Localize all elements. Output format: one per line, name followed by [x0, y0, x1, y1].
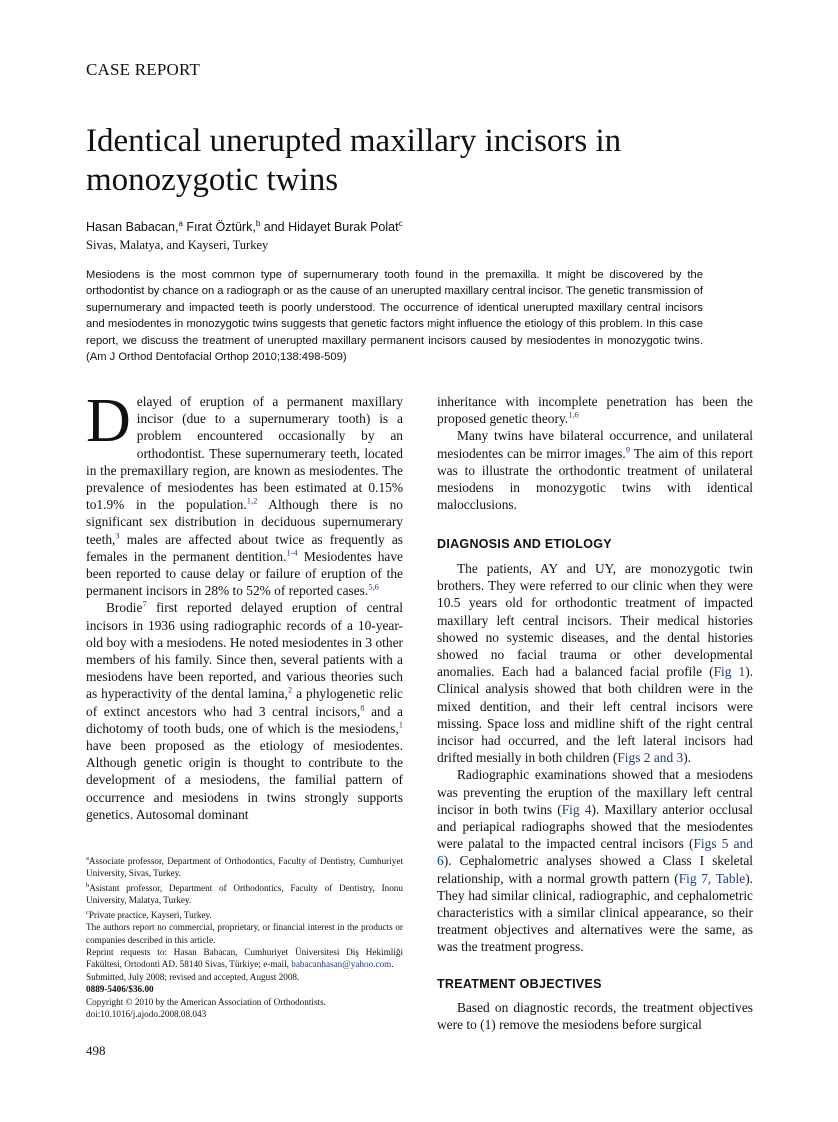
figure-link[interactable]: Figs 5 and 6 [437, 836, 753, 869]
citation-link[interactable]: 3 [115, 530, 120, 541]
text-run: The aim of this report was to illustrate the orthodontic treatment of unilateral mesiodens in monozygotic twins with identical malocclusions. [437, 445, 753, 513]
text-run: Many twins have bilateral occurrence, and unilateral mesiodentes can be mirror images. [437, 428, 753, 461]
text-run: Asistant professor, Department of Orthodontics, Faculty of Dentistry, Inonu University, Malatya, Turkey. [86, 882, 403, 906]
text-run: Brodie [106, 600, 143, 616]
citation-link[interactable]: 1,6 [568, 409, 579, 420]
citation-link[interactable]: 1 [398, 719, 403, 730]
paragraph [86, 387, 403, 599]
article-title: Identical unerupted maxillary incisors in monozygotic twins [86, 123, 622, 198]
footnote-submitted: Submitted, July 2008; revised and accepted, August 2008. [86, 971, 300, 982]
citation-link[interactable]: 5,6 [368, 581, 379, 592]
footnote-affiliation [86, 880, 403, 907]
body-column-right-treatment [437, 999, 753, 1033]
text-run: ). They had similar clinical, radiographic, and cephalometric characteristics with a similar clinical appearance, so their treatment objectives and alternatives were the same, as was the treatment progress. [437, 870, 753, 955]
author-location: Sivas, Malatya, and Kayseri, Turkey [86, 238, 269, 252]
paragraph [86, 599, 403, 823]
text-run: and a dichotomy of tooth buds, one of which is the mesiodens, [86, 703, 403, 736]
footnote-conflict: The authors report no commercial, proprietary, or financial interest in the products or companies described in this article. [86, 922, 403, 945]
text-run: Mesiodentes have been reported to cause delay or failure of eruption of the permanent incisors in 28% to 52% of reported cases. [86, 548, 403, 599]
affiliation-marker: c [86, 908, 89, 916]
body-column-right-intro [437, 393, 753, 513]
figure-link[interactable]: Figs 2 and 3 [617, 750, 684, 766]
citation-link[interactable]: 1,2 [246, 495, 258, 506]
text-run: Although there is no significant sex distribution in deciduous supernumerary teeth, [86, 497, 403, 547]
figure-link[interactable]: Fig 4 [561, 801, 592, 817]
footnote-affiliation [86, 907, 403, 921]
footnote-affiliation [86, 853, 403, 880]
text-run: Radiographic examinations showed that a mesiodens was preventing the eruption of the maxillary left central incisor in both twins ( [437, 767, 753, 817]
author-list [86, 219, 403, 234]
text-run: inheritance with incomplete penetration has been the proposed genetic theory. [437, 394, 753, 427]
footnote-copyright: Copyright © 2010 by the American Association of Orthodontists. [86, 996, 326, 1007]
text-run: ). Clinical analysis showed that both children were in the mixed dentition, and their left central incisors were missing. Space loss and midline shift of the right central incisor had occurred, and the left lateral incisors had drifted mesially in both children ( [437, 664, 753, 766]
text-run: elayed of eruption of a permanent maxillary incisor (due to a supernumerary tooth) is a problem encountered occasionally by an orthodontist. These supernumerary teeth, located in the premaxillary region, are known as mesiodentes. The prevalence of mesiodentes has been estimated at 0.15% to1.9% in the population. [86, 394, 403, 513]
figure-link[interactable]: Fig 7, Table [678, 870, 746, 886]
text-run: Private practice, Kayseri, Turkey. [88, 909, 212, 920]
citation-link[interactable]: 9 [625, 444, 631, 455]
abstract: Mesiodens is the most common type of supernumerary tooth found in the premaxilla. It might be discovered by the orthodontist by chance on a radiograph or as the cause of an unerupted maxillary central incisor. The genetic transmission of supernumerary and impacted teeth is poorly understood. The occurrence of identical unerupted maxillary central incisors and mesiodentes in monozygotic twins suggests that genetic factors might influence the etiology of this problem. In this case report, we discuss the treatment of unerupted maxillary permanent incisors caused by mesiodentes in monozygotic twins. (Am J Orthod Dentofacial Orthop 2010;138:498-509) [86, 269, 703, 364]
footnotes [86, 853, 403, 1020]
text-run: first reported delayed eruption of central incisors in 1936 using radiographic records of a 10-year-old boy with a mesiodens. He noted mesiodentes in 3 other members of his family. Since then, several patients with a mesiodens have been reported, and various theories such as hyperactivity of the dental lamina, [86, 600, 403, 702]
section-heading-treatment: TREATMENT OBJECTIVES [437, 977, 602, 991]
paragraph [437, 560, 753, 766]
text-run: ). Maxillary anterior occlusal and periapical radiographs showed that the mesiodentes were palatal to the impacted central incisors ( [437, 801, 753, 852]
affiliation-marker: b [255, 219, 261, 228]
page-number: 498 [86, 1043, 106, 1058]
citation-link[interactable]: 8 [360, 702, 365, 713]
text-run: Reprint requests to: Hasan Babacan, Cumhuriyet Üniversitesi Diş Hekimliği Fakültesi, Ortodonti AD. 58140 Sivas, Türkiye; e-mail, [86, 947, 403, 970]
text-run: . [391, 959, 394, 970]
email-link[interactable]: babacanhasan@yahoo.com [291, 959, 392, 970]
citation-link[interactable]: 2 [287, 684, 293, 695]
footnote-doi: doi:10.1016/j.ajodo.2008.08.043 [86, 1009, 207, 1020]
citation-link[interactable]: 7 [142, 598, 147, 609]
citation-link[interactable]: 1-4 [286, 547, 298, 558]
text-run: The patients, AY and UY, are monozygotic twin brothers. They were referred to our clinic when they were 10.5 years old for orthodontic treatment of impacted maxillary left central incisors. Their medical histories showed no systemic diseases, and the dental histories showed no facial trauma or other developmental anomalies. Each had a balanced facial profile ( [437, 561, 753, 680]
paragraph: Based on diagnostic records, the treatment objectives were to (1) remove the mesiodens before surgical [437, 1000, 753, 1033]
affiliation-marker: b [86, 881, 90, 889]
text-run: Associate professor, Department of Orthodontics, Faculty of Dentistry, Cumhuriyet University, Sivas, Turkey. [86, 856, 403, 879]
section-label: CASE REPORT [86, 60, 201, 79]
paragraph [437, 766, 753, 955]
affiliation-marker: a [86, 855, 89, 862]
figure-link[interactable]: Fig 1 [713, 664, 746, 680]
drop-cap: D [86, 387, 131, 455]
author-name: Hasan Babacan, [86, 220, 179, 235]
text-run: ). [683, 750, 692, 766]
text-run: a phylogenetic relic of extinct ancestors who had 3 central incisors, [86, 686, 403, 719]
text-run: males are affected about twice as frequently as females in the permanent dentition. [86, 531, 403, 564]
affiliation-marker: a [178, 219, 183, 228]
author-name: Fırat Öztürk, [182, 220, 256, 235]
affiliation-marker: c [398, 219, 403, 228]
text-run: ). Cephalometric analyses showed a Class I skeletal relationship, with a normal growth pattern ( [437, 853, 753, 886]
body-column-left [86, 387, 403, 823]
paragraph [437, 427, 753, 513]
author-name: and Hidayet Burak Polat [260, 220, 399, 235]
text-run: have been proposed as the etiology of mesiodentes. Although genetic origin is thought to contribute to the development of a mesiodens, the familial pattern of occurrence and mesiodens in twins strongly supports genetics. Autosomal dominant [86, 738, 403, 822]
body-column-right-diagnosis [437, 560, 753, 956]
paragraph [437, 393, 753, 427]
footnote-issn: 0889-5406/$36.00 [86, 984, 154, 995]
section-heading-diagnosis: DIAGNOSIS AND ETIOLOGY [437, 537, 612, 551]
footnote-reprint [86, 946, 403, 971]
